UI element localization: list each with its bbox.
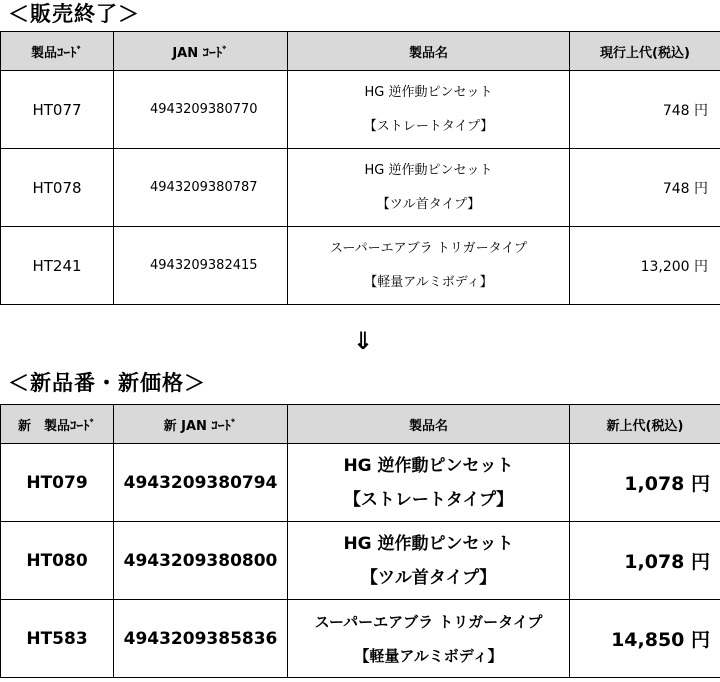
table-row	[1, 71, 720, 149]
column-header-product-code: 製品ｺｰﾄﾞ	[1, 32, 114, 71]
discontinued-table	[0, 31, 720, 305]
product-name-line1: スーパーエアブラ トリガータイプ	[329, 240, 528, 256]
product-name-line1: HG 逆作動ピンセット	[343, 455, 514, 476]
product-name-line2: 【ストレートタイプ】	[343, 489, 514, 510]
column-header-product-name: 製品名	[288, 32, 570, 71]
table-row	[1, 444, 720, 522]
jan-code: 4943209380787	[114, 149, 288, 227]
product-name	[288, 149, 570, 227]
product-code: HT241	[1, 227, 114, 305]
new-products-heading: ＜新品番・新価格＞	[8, 371, 206, 395]
product-code: HT583	[1, 600, 114, 678]
product-name-line2: 【軽量アルミボディ】	[354, 646, 503, 665]
down-arrow-icon: ⇓	[352, 327, 374, 355]
product-code: HT078	[1, 149, 114, 227]
product-code: HT080	[1, 522, 114, 600]
product-name-line1: スーパーエアブラ トリガータイプ	[314, 612, 543, 631]
new-products-table	[0, 404, 720, 678]
column-header-new-price: 新上代(税込)	[570, 405, 720, 444]
jan-code: 4943209380800	[114, 522, 288, 600]
product-name-line1: HG 逆作動ピンセット	[364, 84, 493, 100]
product-name-line2: 【軽量アルミボディ】	[364, 274, 493, 290]
product-name	[288, 227, 570, 305]
product-name	[288, 522, 570, 600]
product-name-line1: HG 逆作動ピンセット	[343, 533, 514, 554]
price: 748 円	[570, 149, 720, 227]
jan-code: 4943209380770	[114, 71, 288, 149]
table-row	[1, 522, 720, 600]
discontinued-heading: ＜販売終了＞	[8, 2, 140, 26]
column-header-new-jan-code: 新 JAN ｺｰﾄﾞ	[114, 405, 288, 444]
product-name-line2: 【ストレートタイプ】	[363, 118, 494, 134]
price: 14,850 円	[570, 600, 720, 678]
jan-code: 4943209380794	[114, 444, 288, 522]
column-header-product-name: 製品名	[288, 405, 570, 444]
price: 13,200 円	[570, 227, 720, 305]
column-header-new-product-code: 新 製品ｺｰﾄﾞ	[1, 405, 114, 444]
product-name	[288, 71, 570, 149]
table-header-row	[1, 32, 720, 71]
product-name	[288, 600, 570, 678]
table-row	[1, 149, 720, 227]
price: 748 円	[570, 71, 720, 149]
column-header-jan-code: JAN ｺｰﾄﾞ	[114, 32, 288, 71]
product-name-line2: 【ツル首タイプ】	[376, 196, 481, 212]
product-name-line1: HG 逆作動ピンセット	[364, 162, 493, 178]
product-code: HT079	[1, 444, 114, 522]
column-header-current-price: 現行上代(税込)	[570, 32, 720, 71]
product-name	[288, 444, 570, 522]
product-code: HT077	[1, 71, 114, 149]
jan-code: 4943209385836	[114, 600, 288, 678]
product-name-line2: 【ツル首タイプ】	[360, 567, 497, 588]
table-header-row	[1, 405, 720, 444]
price: 1,078 円	[570, 522, 720, 600]
table-row	[1, 600, 720, 678]
jan-code: 4943209382415	[114, 227, 288, 305]
price: 1,078 円	[570, 444, 720, 522]
table-row	[1, 227, 720, 305]
